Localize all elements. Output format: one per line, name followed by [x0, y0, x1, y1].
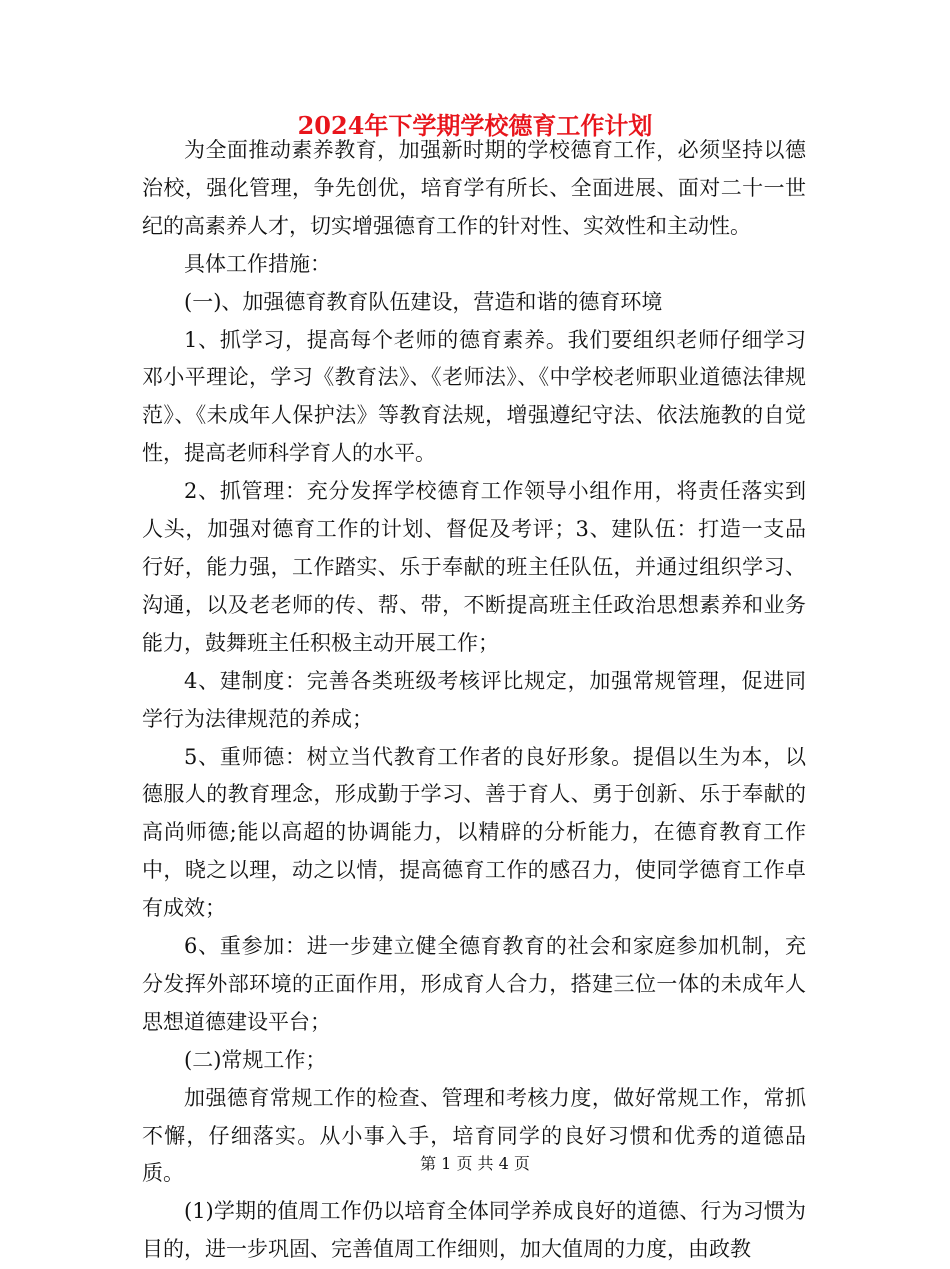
paragraph-section-2-heading: (二)常规工作； [184, 1047, 327, 1072]
page-number-footer: 第 1 页 共 4 页 [420, 1154, 530, 1173]
paragraph-intro: 为全面推动素养教育，加强新时期的学校德育工作，必须坚持以德治校，强化管理，争先创优，培育学有所长、全面进展、面对二十一世纪的高素养人才，切实增强德育工作的针对性、实效性和主动性。 [142, 138, 806, 238]
document-body [142, 132, 806, 1269]
paragraph-item-2-3: 2、抓管理：充分发挥学校德育工作领导小组作用，将责任落实到人头，加强对德育工作的计划、督促及考评；3、建队伍：打造一支品行好，能力强，工作踏实、乐于奉献的班主任队伍，并通过组织学习、沟通，以及老老师的传、帮、带，不断提高班主任政治思想素养和业务能力，鼓舞班主任积极主动开展工作； [142, 479, 806, 655]
paragraph-measures-heading: 具体工作措施： [184, 251, 331, 276]
paragraph-item-4: 4、建制度：完善各类班级考核评比规定，加强常规管理，促进同学行为法律规范的养成； [142, 668, 806, 731]
paragraph-item-6: 6、重参加：进一步建立健全德育教育的社会和家庭参加机制，充分发挥外部环境的正面作用，形成育人合力，搭建三位一体的未成年人思想道德建设平台； [142, 934, 806, 1034]
paragraph-routine-work: 加强德育常规工作的检查、管理和考核力度，做好常规工作，常抓不懈，仔细落实。从小事入手，培育同学的良好习惯和优秀的道德品质。 [142, 1085, 806, 1186]
document-title: 2024年下学期学校德育工作计划 [297, 111, 653, 140]
paragraph-item-1: 1、抓学习，提高每个老师的德育素养。我们要组织老师仔细学习邓小平理论，学习《教育法》、《老师法》、《中学校老师职业道德法律规范》、《未成年人保护法》等教育法规，增强遵纪守法、依法施教的自觉性，提高老师科学育人的水平。 [142, 327, 806, 466]
paragraph-section-1-heading: (一)、加强德育教育队伍建设，营造和谐的德育环境 [184, 289, 663, 314]
paragraph-item-5: 5、重师德：树立当代教育工作者的良好形象。提倡以生为本，以德服人的教育理念，形成勤于学习、善于育人、勇于创新、乐于奉献的高尚师德;能以高超的协调能力，以精辟的分析能力，在德育教育工作中，晓之以理，动之以情，提高德育工作的感召力，使同学德育工作卓有成效； [142, 744, 806, 921]
paragraph-duty-week: (1)学期的值周工作仍以培育全体同学养成良好的道德、行为习惯为目的，进一步巩固、完善值周工作细则，加大值周的力度，由政教 [142, 1199, 806, 1262]
